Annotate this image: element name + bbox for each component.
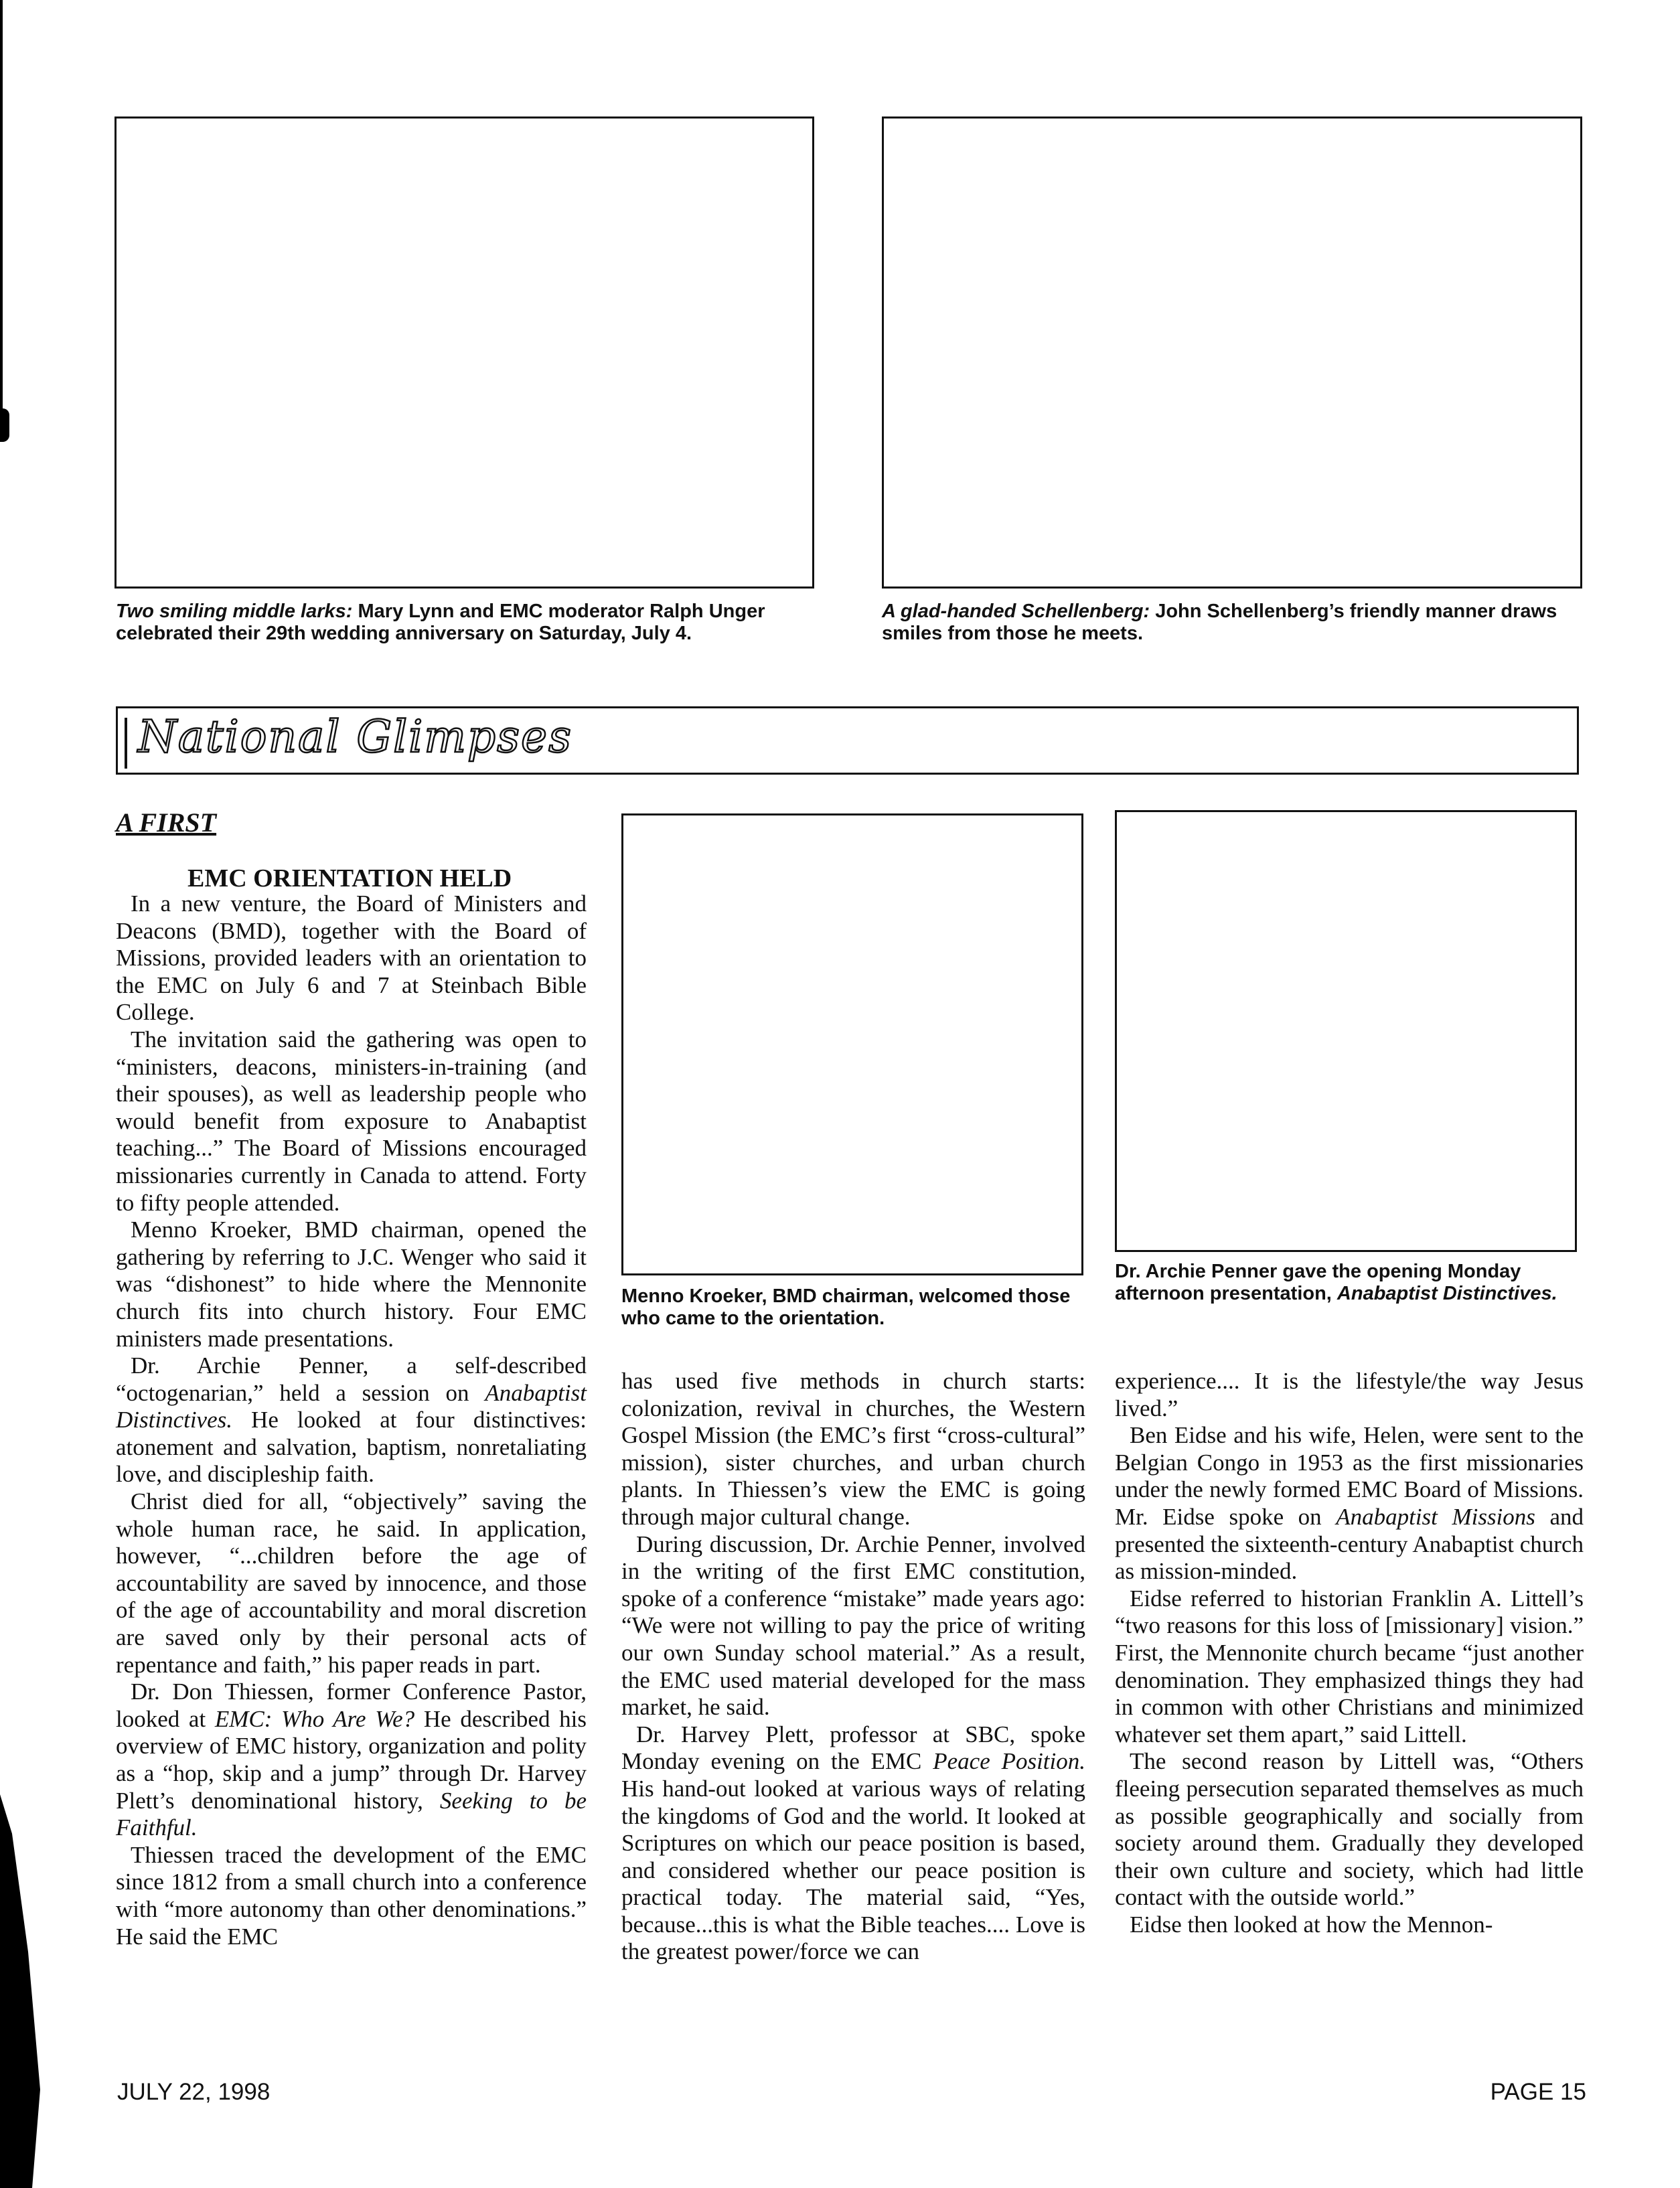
title-peace-position: Peace Position.: [933, 1748, 1085, 1775]
caption-title-penner: Anabaptist Distinctives.: [1337, 1283, 1557, 1304]
photo-archie-penner: [1115, 810, 1577, 1252]
text-run: He looked at four distinctives: atonement and salvation, baptism, nonretaliating love, and discipleship faith.: [116, 1407, 587, 1488]
text-run: Dr. Don Thiessen, former Conference Pastor, looked at: [116, 1678, 587, 1732]
paragraph: [116, 1352, 587, 1488]
paragraph: experience.... It is the lifestyle/the way Jesus lived.”: [1115, 1368, 1584, 1421]
photo-schellenberg: [882, 116, 1582, 589]
title-emc-who-are-we: EMC: Who Are We?: [214, 1705, 415, 1732]
text-run: Dr. Archie Penner, a self-described “octogenarian,” held a session on: [116, 1352, 587, 1406]
text-run: Ben Eidse and his wife, Helen, were sent to the Belgian Congo in 1953 as the first missionaries under the newly formed EMC Board of Missions. Mr. Eidse spoke on: [1115, 1422, 1584, 1530]
paragraph: [116, 1678, 587, 1842]
scan-edge-line: [0, 0, 3, 415]
text-run: Dr. Harvey Plett, professor at SBC, spoke Monday evening on the EMC: [621, 1721, 1085, 1775]
title-seeking-to-be-faithful: Seeking to be Faithful.: [116, 1787, 587, 1841]
paragraph: [621, 1721, 1085, 1966]
photo-caption-kroeker: [621, 1285, 1090, 1330]
paragraph: Eidse referred to historian Franklin A. Littell’s “two reasons for this loss of [missionary] vision.” First, the Mennonite church became “just another denomination. They emphasized things they had in common with other Christians and minimized whatever set them apart,” said Littell.: [1115, 1585, 1584, 1747]
banner-rule: [125, 718, 127, 769]
photo-menno-kroeker: [621, 813, 1083, 1275]
photo-caption-schellenberg: [882, 601, 1592, 645]
section-title: National Glimpses: [138, 711, 572, 763]
paragraph: Thiessen traced the development of the EMC since 1812 from a small church into a conference with “more autonomy than other denominations.” He said the EMC: [116, 1841, 587, 1950]
paragraph: has used five methods in church starts: colonization, revival in churches, the Western Gospel Mission (the EMC’s first “cross-cultural” mission), sister churches, and urban church plants. In Thiessen’s view the EMC is going through major cultural change.: [621, 1368, 1085, 1530]
paragraph: Christ died for all, “objectively” saving the whole human race, he said. In application, however, “...children before the age of accountability are saved by innocence, and those of the age of accountability and moral discretion are saved only by their personal acts of repentance and faith,” his paper reads in part.: [116, 1488, 587, 1678]
scan-edge-torn: [0, 1794, 40, 2188]
article-column-1: [116, 890, 587, 1950]
article-column-3: [1115, 1368, 1584, 1938]
title-anabaptist-missions: Anabaptist Missions: [1336, 1503, 1535, 1530]
photo-caption-penner: [1115, 1261, 1590, 1305]
caption-lead-schellenberg: A glad-handed Schellenberg:: [882, 601, 1150, 622]
article-headline: EMC ORIENTATION HELD: [187, 864, 512, 892]
paragraph: In a new venture, the Board of Ministers and Deacons (BMD), together with the Board of Missions, provided leaders with an orientation to the EMC on July 6 and 7 at Steinbach Bible College.: [116, 890, 587, 1026]
caption-text-kroeker: Menno Kroeker, BMD chairman, welcomed those who came to the orientation.: [621, 1285, 1071, 1329]
text-run: and presented the sixteenth-century Anabaptist church as mission-minded.: [1115, 1503, 1584, 1585]
title-anabaptist-distinctives: Anabaptist Distinctives.: [116, 1379, 587, 1433]
caption-text-penner: Dr. Archie Penner gave the opening Monday afternoon presentation,: [1115, 1261, 1521, 1304]
paragraph: The invitation said the gathering was open to “ministers, deacons, ministers-in-training (and their spouses), as well as leadership people who would benefit from exposure to Anabaptist teaching...” The Board of Missions encouraged missionaries currently in Canada to attend. Forty to fifty people attended.: [116, 1026, 587, 1216]
caption-text-schellenberg: John Schellenberg’s friendly manner draws smiles from those he meets.: [882, 601, 1557, 644]
section-banner: [116, 706, 1579, 775]
photo-caption-unger: [116, 601, 826, 645]
footer-date: JULY 22, 1998: [117, 2079, 271, 2105]
paragraph: The second reason by Littell was, “Others fleeing persecution separated themselves as much as possible geographically and socially from society around them. Gradually they developed their own culture and society, which had little contact with the outside world.”: [1115, 1748, 1584, 1911]
article-kicker: A FIRST: [116, 807, 217, 838]
article-column-2: [621, 1368, 1085, 1966]
paragraph: Eidse then looked at how the Mennon-: [1130, 1911, 1493, 1938]
text-run: His hand-out looked at various ways of relating the kingdoms of God and the world. It looked at Scriptures on which our peace position is based, and considered whether our peace position is practical today. The material said, “Yes, because...this is what the Bible teaches.... Love is the greatest power/force we can: [621, 1775, 1085, 1965]
paragraph: [1115, 1422, 1584, 1585]
scan-edge-mark: [0, 408, 9, 442]
photo-unger-couple: [114, 116, 814, 589]
paragraph: During discussion, Dr. Archie Penner, involved in the writing of the first EMC constitution, spoke of a conference “mistake” made years ago: “We were not willing to pay the price of writing our own Sunday school material.” As a result, the EMC used material developed for the mass market, he said.: [621, 1531, 1085, 1721]
text-run: He described his overview of EMC history, organization and polity as a “hop, skip and a jump” through Dr. Harvey Plett’s denominational history,: [116, 1705, 587, 1814]
caption-text-unger: Mary Lynn and EMC moderator Ralph Unger celebrated their 29th wedding anniversary on Saturday, July 4.: [116, 601, 765, 644]
caption-lead-unger: Two smiling middle larks:: [116, 601, 353, 622]
paragraph: Menno Kroeker, BMD chairman, opened the gathering by referring to J.C. Wenger who said it was “dishonest” to hide where the Mennonite church fits into church history. Four EMC ministers made presentations.: [116, 1217, 587, 1352]
footer-page-number: PAGE 15: [1490, 2079, 1586, 2105]
